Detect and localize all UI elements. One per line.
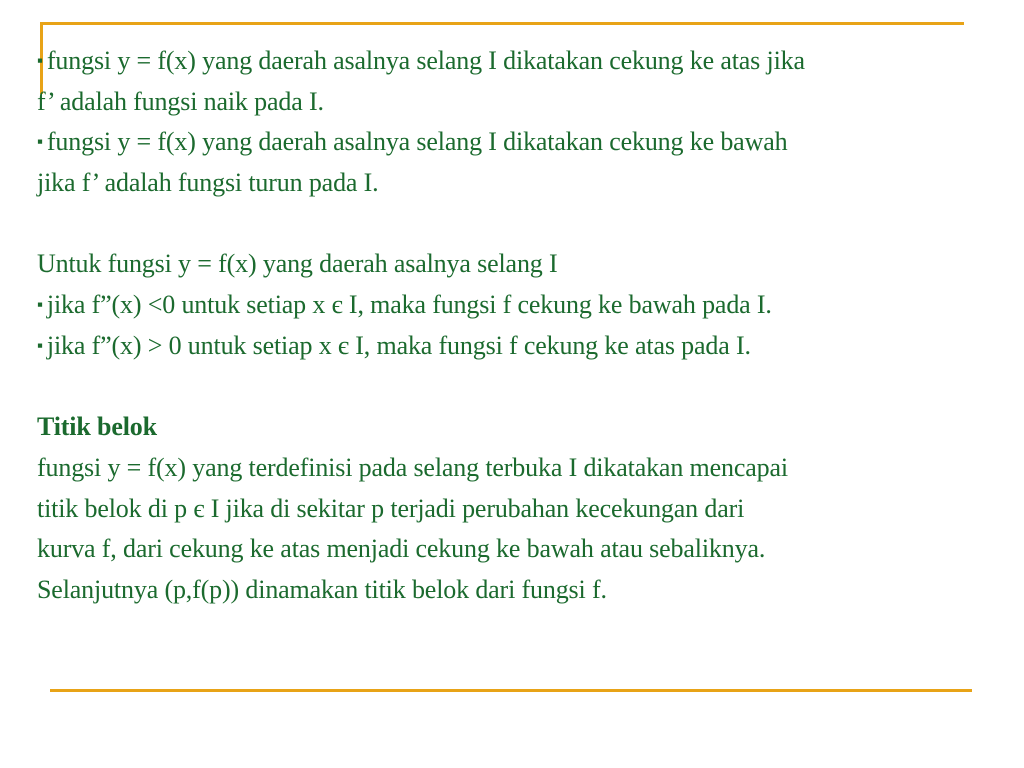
bullet-square-icon: ▪ [37,132,43,152]
text-line: Selanjutnya (p,f(p)) dinamakan titik belok dari fungsi f. [37,574,607,604]
bullet-square-icon: ▪ [37,295,43,315]
text-line: fungsi y = f(x) yang daerah asalnya selang I dikatakan cekung ke bawah [46,127,788,157]
text-line: jika f”(x) <0 untuk setiap x є I, maka fungsi f cekung ke bawah pada I. [46,290,772,320]
bullet-concave-up [37,41,1015,82]
bottom-accent-rule [50,689,972,692]
bullet-square-icon: ▪ [37,51,43,70]
top-accent-rule [40,22,964,25]
section-heading: Titik belok [37,412,157,442]
text-line: titik belok di p є I jika di sekitar p terjadi perubahan kecekungan dari [37,493,745,523]
bullet-second-derivative-negative [37,285,1015,326]
text-line: jika f”(x) > 0 untuk setiap x є I, maka fungsi f cekung ke atas pada I. [46,330,751,360]
bullet-second-derivative-positive [37,326,1015,367]
text-line: fungsi y = f(x) yang terdefinisi pada selang terbuka I dikatakan mencapai [37,452,788,482]
text-line: fungsi y = f(x) yang daerah asalnya selang I dikatakan cekung ke atas jika [46,46,805,75]
slide-body [37,41,1015,611]
text-line: Untuk fungsi y = f(x) yang daerah asalnya selang I [37,249,558,279]
text-line: kurva f, dari cekung ke atas menjadi cekung ke bawah atau sebaliknya. [37,534,766,564]
blank-line [37,204,1015,245]
bullet-square-icon: ▪ [37,335,43,355]
bullet-concave-down [37,122,1015,163]
text-line: f’ adalah fungsi naik pada I. [37,86,324,116]
text-line: jika f’ adalah fungsi turun pada I. [37,168,379,198]
blank-line [37,367,1015,408]
